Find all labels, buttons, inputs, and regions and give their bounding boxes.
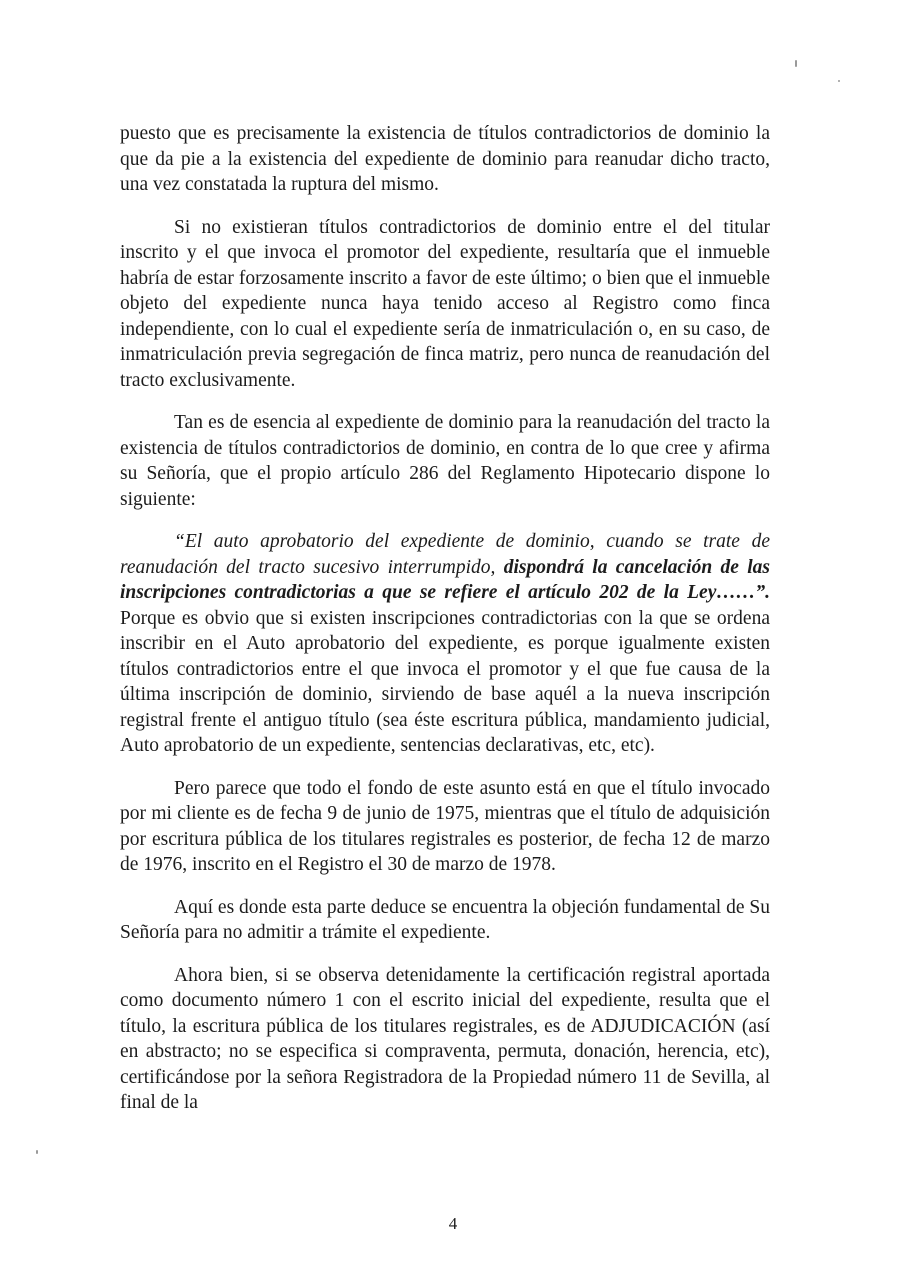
paragraph-4-text: Porque es obvio que si existen inscripciones contradictorias con la que se ordena inscribir en el Auto aprobatorio del expediente, es porque igualmente existen títulos contradictorios entre el que invoca el promotor y el que fue causa de la última inscripción de dominio, sirviendo de base aquél a la nueva inscripción registral frente el antiguo título (sea éste escritura pública, mandamiento judicial, Auto aprobatorio de un expediente, sentencias declarativas, etc, etc). xyxy=(120,607,770,756)
paragraph-6: Aquí es donde esta parte deduce se encuentra la objeción fundamental de Su Señoría para no admitir a trámite el expediente. xyxy=(120,896,770,943)
paragraph-1: puesto que es precisamente la existencia de títulos contradictorios de dominio la que da pie a la existencia del expediente de dominio para reanudar dicho tracto, una vez constatada la ruptura del mismo. xyxy=(120,123,770,195)
scan-speck xyxy=(838,80,840,82)
paragraph-3: Tan es de esencia al expediente de dominio para la reanudación del tracto la existencia de títulos contradictorios de dominio, en contra de lo que cree y afirma su Señoría, que el propio artículo 286 del Reglamento Hipotecario dispone lo siguiente: xyxy=(120,412,770,510)
scan-speck xyxy=(795,60,797,67)
paragraph-2: Si no existieran títulos contradictorios de dominio entre el del titular inscrito y el que invoca el promotor del expediente, resultaría que el inmueble habría de estar forzosamente inscrito a favor de este último; o bien que el inmueble objeto del expediente nunca haya tenido acceso al Registro como finca independiente, con lo cual el expediente sería de inmatriculación o, en su caso, de inmatriculación previa segregación de finca matriz, pero nunca de reanudación del tracto exclusivamente. xyxy=(120,216,770,391)
page-number: 4 xyxy=(448,1214,458,1233)
scan-speck xyxy=(36,1150,38,1154)
paragraph-5: Pero parece que todo el fondo de este asunto está en que el título invocado por mi cliente es de fecha 9 de junio de 1975, mientras que el título de adquisición por escritura pública de los titulares registrales es posterior, de fecha 12 de marzo de 1976, inscrito en el Registro el 30 de marzo de 1978. xyxy=(120,777,770,875)
paragraph-4-quote xyxy=(120,529,770,759)
document-body xyxy=(120,121,770,1133)
quote-bold-text: dispondrá la cancelación de las inscripciones contradictorias a que se refiere el artículo 202 de la Ley……”. xyxy=(120,556,770,603)
quote-italic-text: “El auto aprobatorio del expediente de dominio, cuando se trate de reanudación del tracto sucesivo interrumpido, xyxy=(120,531,770,578)
paragraph-7: Ahora bien, si se observa detenidamente la certificación registral aportada como documento número 1 con el escrito inicial del expediente, resulta que el título, la escritura pública de los titulares registrales, es de ADJUDICACIÓN (así en abstracto; no se especifica si compraventa, permuta, donación, herencia, etc), certificándose por la señora Registradora de la Propiedad número 11 de Sevilla, al final de la xyxy=(120,964,770,1113)
